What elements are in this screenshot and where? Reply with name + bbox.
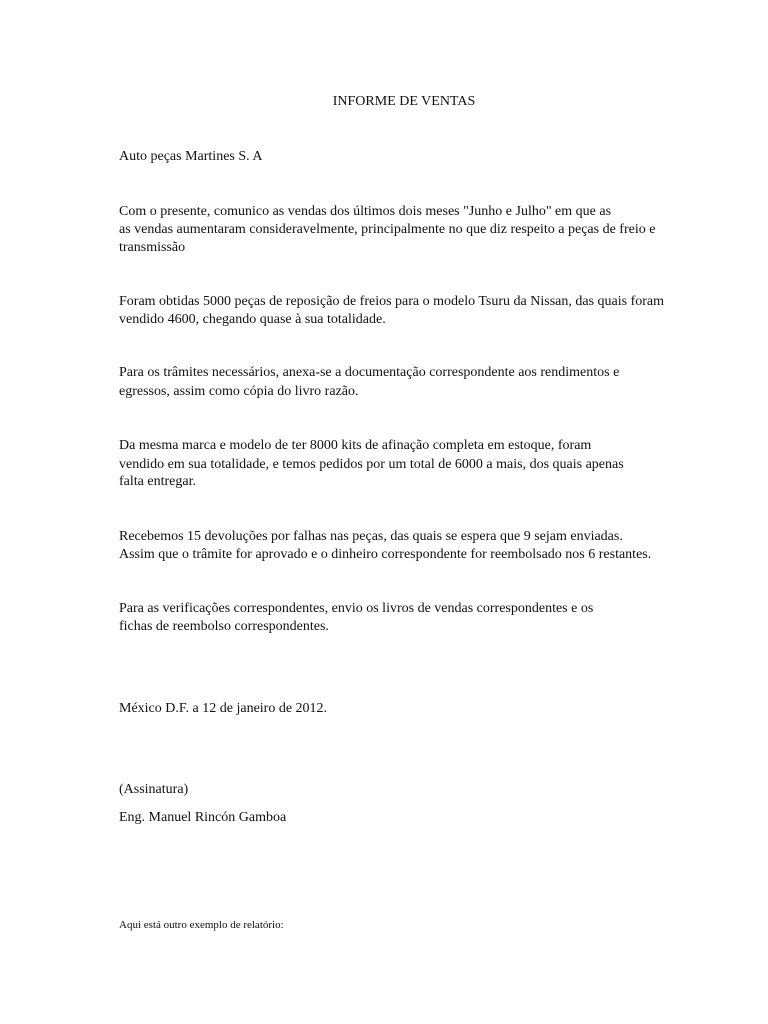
paragraph-line: egressos, assim como cópia do livro razão. <box>119 384 359 399</box>
paragraph-line: fichas de reembolso correspondentes. <box>119 619 329 634</box>
paragraph-line: Com o presente, comunico as vendas dos últimos dois meses "Junho e Julho" em que as <box>119 204 612 219</box>
paragraph-line: falta entregar. <box>119 474 196 489</box>
paragraph-line: as vendas aumentaram consideravelmente, principalmente no que diz respeito a peças de freio e <box>119 222 656 237</box>
paragraph-line: Para os trâmites necessários, anexa-se a documentação correspondente aos rendimentos e <box>119 365 620 380</box>
paragraph-line: vendido em sua totalidade, e temos pedidos por um total de 6000 a mais, dos quais apenas <box>119 457 624 472</box>
paragraph-line: transmissão <box>119 240 186 255</box>
paragraph-line: Assim que o trâmite for aprovado e o dinheiro correspondente for reembolsado nos 6 restantes. <box>119 547 652 562</box>
paragraph-line: Para as verificações correspondentes, envio os livros de vendas correspondentes e os <box>119 601 594 616</box>
signature-label: (Assinatura) <box>119 782 189 797</box>
paragraph-line: Da mesma marca e modelo de ter 8000 kits de afinação completa em estoque, foram <box>119 438 592 453</box>
paragraph-line: Recebemos 15 devoluções por falhas nas peças, das quais se espera que 9 sejam enviadas. <box>119 529 623 544</box>
place-date: México D.F. a 12 de janeiro de 2012. <box>119 701 328 716</box>
footer-note: Aqui está outro exemplo de relatório: <box>119 919 284 931</box>
paragraph-line: vendido 4600, chegando quase à sua totalidade. <box>119 312 386 327</box>
paragraph-line: Foram obtidas 5000 peças de reposição de freios para o modelo Tsuru da Nissan, das quais foram <box>119 294 665 309</box>
document-title: INFORME DE VENTAS <box>332 94 476 109</box>
company-name: Auto peças Martines S. A <box>119 149 263 164</box>
signer-name: Eng. Manuel Rincón Gamboa <box>119 810 287 825</box>
